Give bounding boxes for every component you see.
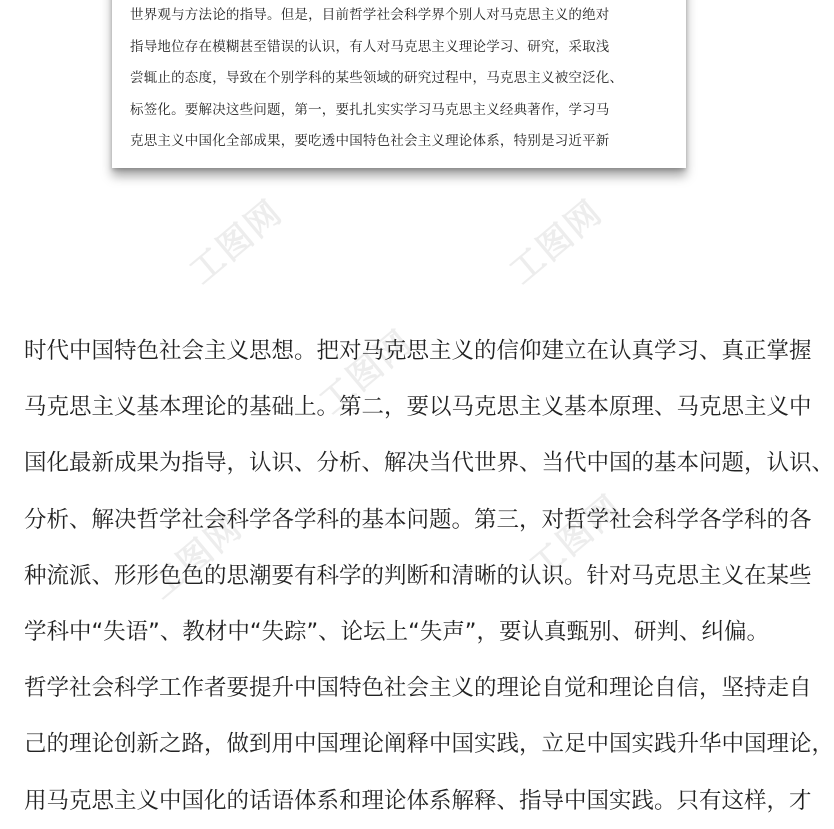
main-text-line: 时代中国特色社会主义思想。把对马克思主义的信仰建立在认真学习、真正掌握 (24, 338, 812, 364)
main-text-line: 用马克思主义中国化的话语体系和理论体系解释、指导中国实践。只有这样，才 (24, 787, 812, 814)
main-text-line: 种流派、形形色色的思潮要有科学的判断和清晰的认识。针对马克思主义在某些 (24, 562, 812, 589)
watermark-text: 工图网 (142, 507, 251, 608)
watermark-text: 工图网 (502, 192, 611, 293)
main-text-line: 分析、解决哲学社会科学各学科的基本问题。第三，对哲学社会科学各学科的各 (24, 506, 812, 533)
card-paragraph (130, 0, 670, 158)
main-text-line: 国化最新成果为指导，认识、分析、解决当代世界、当代中国的基本问题，认识、 (24, 450, 834, 477)
watermark-text: 工图网 (182, 192, 291, 293)
main-text-line: 哲学社会科学工作者要提升中国特色社会主义的理论自觉和理论自信，坚持走自 (24, 675, 812, 702)
watermark-text: 工图网 (312, 322, 421, 423)
main-text-line: 马克思主义基本理论的基础上。第二，要以马克思主义基本原理、马克思主义中 (24, 394, 812, 421)
card-text-line: 标签化。要解决这些问题，第一，要扎扎实实学习马克思主义经典著作，学习马 (130, 101, 610, 118)
card-text-line: 指导地位存在模糊甚至错误的认识，有人对马克思主义理论学习、研究，采取浅 (130, 38, 610, 55)
card-text-line: 世界观与方法论的指导。但是，目前哲学社会科学界个别人对马克思主义的绝对 (130, 7, 610, 23)
main-text-line: 己的理论创新之路，做到用中国理论阐释中国实践，立足中国实践升华中国理论， (24, 731, 834, 758)
card-text-line: 克思主义中国化全部成果，要吃透中国特色社会主义理论体系，特别是习近平新 (130, 133, 610, 149)
main-paragraph (24, 323, 834, 829)
paper-card (112, 0, 686, 168)
card-text-line: 尝辄止的态度，导致在个别学科的某些领域的研究过程中，马克思主义被空泛化、 (130, 70, 624, 86)
watermark-text: 工图网 (522, 487, 631, 588)
main-text-line: 学科中“失语”、教材中“失踪”、论坛上“失声”，要认真甄别、研判、纠偏。 (24, 618, 769, 645)
